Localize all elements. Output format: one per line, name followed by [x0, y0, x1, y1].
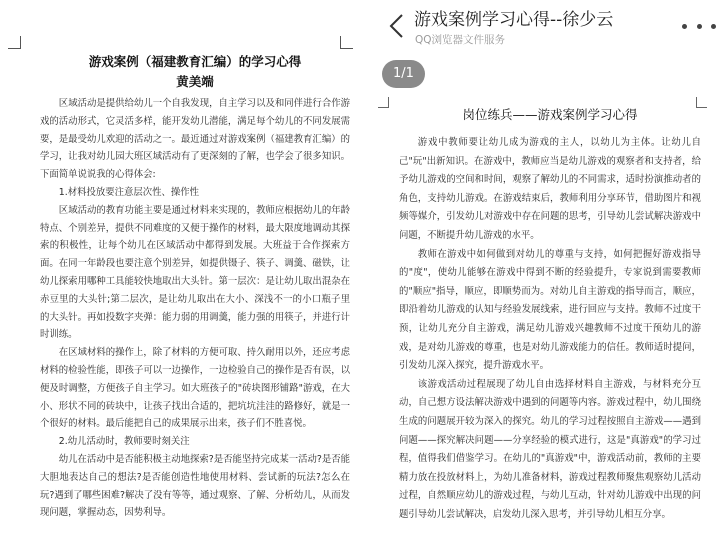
file-viewer-panel [362, 0, 719, 539]
left-document-title: 游戏案例（福建教育汇编）的学习心得 [88, 54, 302, 69]
crop-mark-top-right [340, 36, 353, 49]
file-title: 游戏案例学习心得--徐少云 [414, 10, 614, 30]
left-paragraph: 在区域材料的操作上，除了材料的方便可取、持久耐用以外，还应考虑材料的检验性能，即孩子可以一边操作，一边检验自己的操作是否有误，以便及时调整，方便孩子自主学习。如大班孩子的"砖块图形铺路"游戏，在大小、形状不同的砖块中，让孩子找出合适的，把坑坑洼洼的路修好，就是一个很好的材料。最后能把自己的成果展示出来，孩子们不胜喜悦。 [40, 347, 350, 430]
left-section-heading: 2.幼儿活动时，教师要时刻关注 [58, 436, 190, 448]
left-section-heading: 1.材料投放要注意层次性、操作性 [58, 186, 199, 198]
crop-mark-left [378, 97, 389, 108]
left-paragraph: 区域活动的教育功能主要是通过材料来实现的，教师应根据幼儿的年龄特点、个别差异，提供不同难度的又便于操作的材料，最大限度地调动其探索的积极性，让每个幼儿在区域活动中都得到发展。大班益于合作探索方面。在同一年龄段也要注意个别差异，如提供镊子、筷子、调羹、磁铁，让幼儿探索用哪种工具能较快地取出大头针。第一层次：是让幼儿取出混杂在赤豆里的大头针;第二层次，是让幼儿取出在大小、深浅不一的小口瓶子里的大头针。再如投数字夹弹：能力弱的用调羹，能力强的用筷子，并进行计时训练。 [40, 204, 350, 341]
right-document-title: 岗位练兵——游戏案例学习心得 [462, 107, 638, 122]
page-indicator: 1/1 [382, 60, 425, 88]
chevron-left-icon [388, 13, 404, 39]
viewer-header [362, 0, 719, 54]
more-dots-icon [682, 24, 687, 29]
right-paragraph: 游戏中教师要让幼儿成为游戏的主人，以幼儿为主体。让幼儿自己"玩"出新知识。在游戏中，教师应当是幼儿游戏的观察者和支持者，给予幼儿游戏的空间和时间，观察了解幼儿的不同需求，适时扮演推动者的角色，支持幼儿游戏。在游戏结束后，教师利用分享环节，借助图片和视频等媒介，引发幼儿对游戏中存在问题的思考，引导幼儿尝试解决游戏中问题，不断提升幼儿游戏的水平。 [399, 137, 701, 241]
right-document-content [399, 106, 701, 524]
more-dots-icon [711, 24, 716, 29]
file-subtitle: QQ浏览器文件服务 [415, 34, 506, 46]
left-paragraph: 区域活动是提供给幼儿一个自我发现，自主学习以及和同伴进行合作游戏的活动形式，它灵活多样，能开发幼儿潜能，满足每个幼儿的不同发展需要，是最受幼儿欢迎的活动之一。最近通过对游戏案例（福建教育汇编）的学习，让我对幼儿园大班区域活动有了更深刻的了解，也学会了很多知识。下面简单说说我的心得体会: [40, 98, 350, 181]
right-paragraph: 该游戏活动过程展现了幼儿自由选择材料自主游戏，与材料充分互动，自己想方设法解决游戏中遇到的问题等内容。游戏过程中，幼儿围绕生成的问题展开较为深入的探究。幼儿的学习过程按照自主游戏——遇到问题——探究解决问题——分享经验的模式进行，这是"真游戏"的学习过程，值得我们借鉴学习。在幼儿的"真游戏"中，游戏活动前，教师的主要精力放在投放材料上，为幼儿准备材料，游戏过程教师聚焦观察幼儿活动过程，自然顺应幼儿的游戏过程，与幼儿互动，针对幼儿游戏中出现的问题引导幼儿尝试解决，启发幼儿深入思考，并引导幼儿相互分享。 [399, 378, 701, 520]
left-document-author: 黄美端 [176, 74, 214, 89]
back-button[interactable] [382, 10, 410, 42]
more-dots-icon [697, 24, 702, 29]
right-paragraph: 教师在游戏中如何做到对幼儿的尊重与支持，如何把握好游戏指导的"度"，使幼儿能够在游戏中得到不断的经验提升，专家说到需要教师的"顺应"指导，顺应，即顺势而为。对幼儿自主游戏的指导而言，顺应，即沿着幼儿游戏的认知与经验发展线索，进行回应与支持。教师不过度干预，让幼儿充分自主游戏，满足幼儿游戏兴趣教师不过度干预幼儿的游戏，是对幼儿游戏的尊重，也是对幼儿游戏能力的信任。教师适时提问，引发幼儿深入探究，提升游戏水平。 [399, 248, 701, 372]
more-options-button[interactable] [682, 16, 716, 36]
left-document-content [40, 53, 350, 522]
left-paragraph: 幼儿在活动中是否能积极主动地探索?是否能坚持完成某一活动?是否能大胆地表达自己的想法?是否能创造性地使用材料、尝试新的玩法?怎么在玩?遇到了哪些困难?解决了没有等等，通过观察、了解、分析幼儿，从而发现问题，掌握动态，因势利导。 [40, 453, 351, 519]
crop-mark-top-left [8, 36, 21, 49]
